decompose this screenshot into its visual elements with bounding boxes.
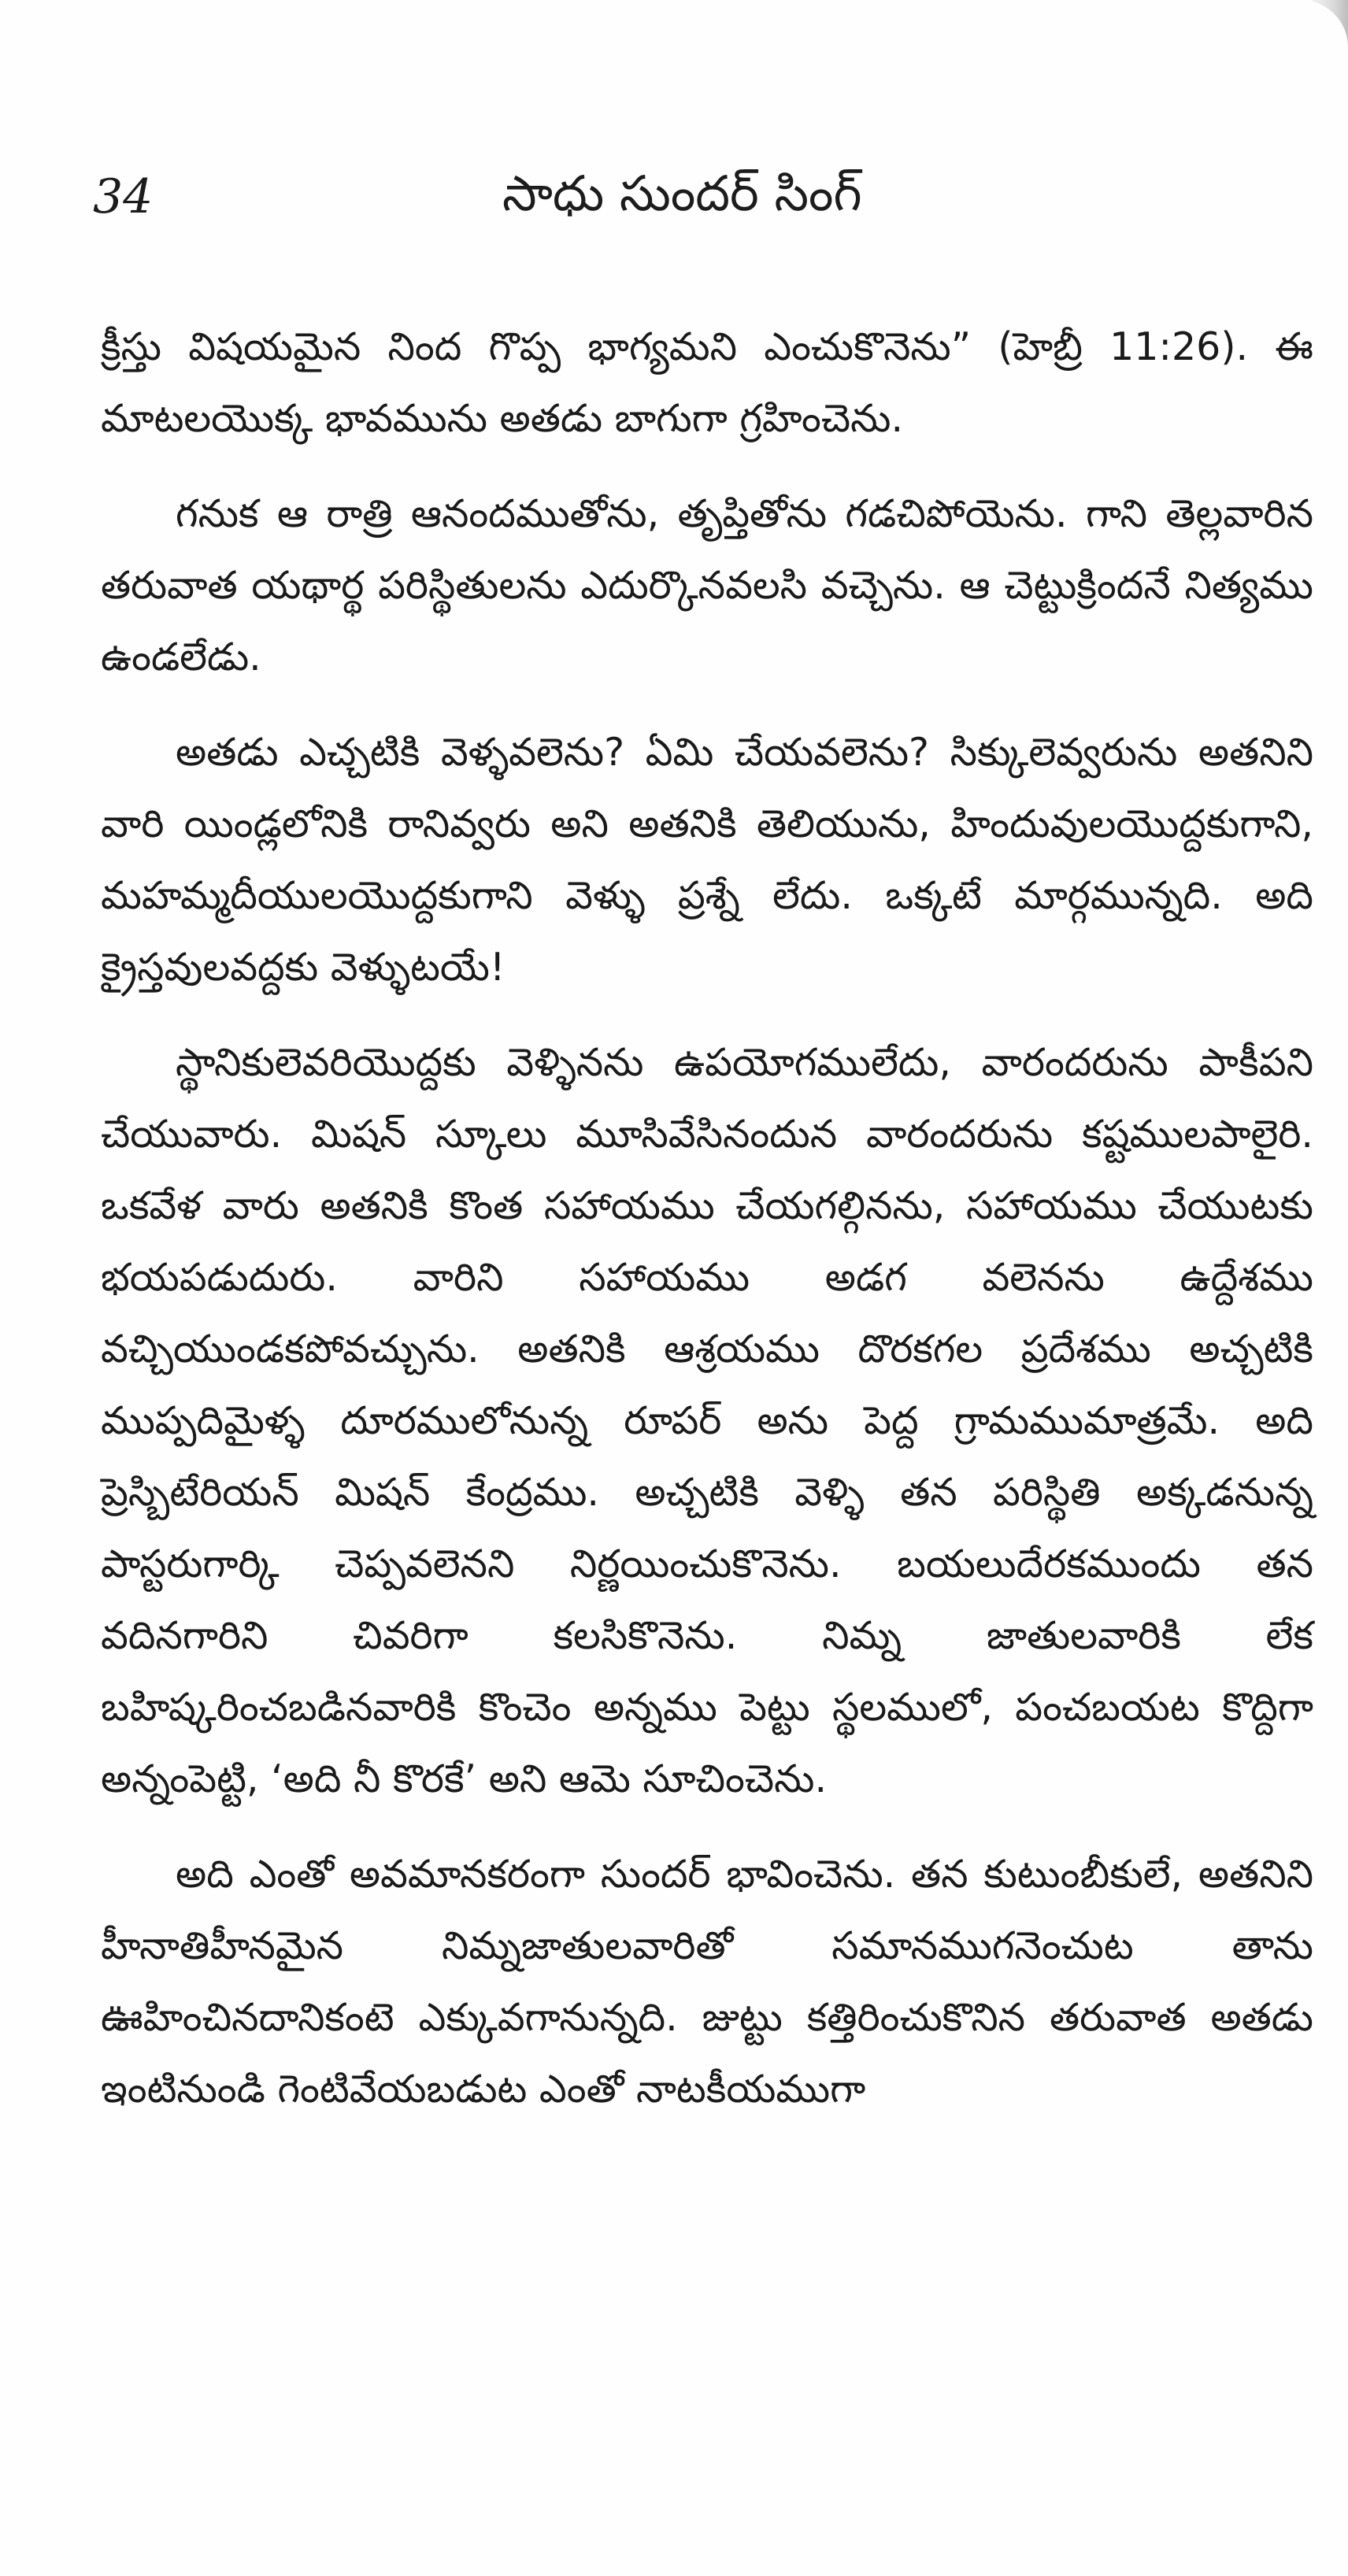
- page-number: 34: [93, 169, 154, 224]
- running-header: [93, 165, 1305, 240]
- paragraph: అతడు ఎచ్చటికి వెళ్ళవలెను? ఏమి చేయవలెను? సిక్కులెవ్వరును అతనిని వారి యిండ్లలోనికి రానివ్వరు అని అతనికి తెలియును, హిందువులయొద్దకుగాని, మహమ్మదీయులయొద్దకుగాని వెళ్ళు ప్రశ్నే లేదు. ఒక్కటే మార్గమున్నది. అది క్రైస్తవులవద్దకు వెళ్ళుటయే!: [101, 730, 1313, 990]
- paragraph: స్థానికులెవరియొద్దకు వెళ్ళినను ఉపయోగములేదు, వారందరును పాకీపని చేయువారు. మిషన్ స్కూలు మూసివేసినందున వారందరును కష్టములపాలైరి. ఒకవేళ వారు అతనికి కొంత సహాయము చేయగల్గినను, సహాయము చేయుటకు భయపడుదురు. వారిని సహాయము అడగ వలెనను ఉద్దేశము వచ్చియుండకపోవచ్చును. అతనికి ఆశ్రయము దొరకగల ప్రదేశము అచ్చటికి ముప్పదిమైళ్ళ దూరములోనున్న రూపర్ అను పెద్ద గ్రామముమాత్రమే. అది ప్రెస్బిటేరియన్ మిషన్ కేంద్రము. అచ్చటికి వెళ్ళి తన పరిస్థితి అక్కడనున్న పాస్టరుగార్కి చెప్పవలెనని నిర్ణయించుకొనెను. బయలుదేరకముందు తన వదినగారిని చివరిగా కలసికొనెను. నిమ్న జాతులవారికి లేక బహిష్కరించబడినవారికి కొంచెం అన్నము పెట్టు స్థలములో, పంచబయట కొద్దిగా అన్నంపెట్టి, ‘అది నీ కొరకే’ అని ఆమె సూచించెను.: [101, 1040, 1313, 1801]
- paragraph-continued: క్రీస్తు విషయమైన నింద గొప్ప భాగ్యమని ఎంచుకొనెను” (హెబ్రీ 11:26). ఈ మాటలయొక్క భావమును అతడు బాగుగా గ్రహించెను.: [101, 324, 1313, 441]
- running-title: సాధు సుందర్ సింగ్: [502, 165, 862, 222]
- paragraph: అది ఎంతో అవమానకరంగా సుందర్ భావించెను. తన కుటుంబీకులే, అతనిని హీనాతిహీనమైన నిమ్నజాతులవారితో సమానముగనెంచుట తాను ఊహించినదానికంటె ఎక్కువగానున్నది. జుట్టు కత్తిరించుకొనిన తరువాత అతడు ఇంటినుండి గెంటివేయబడుట ఎంతో నాటకీయముగా: [101, 1852, 1313, 2112]
- body-text: [101, 311, 1313, 2149]
- paragraph: గనుక ఆ రాత్రి ఆనందముతోను, తృప్తితోను గడచిపోయెను. గాని తెల్లవారిన తరువాత యథార్థ పరిస్థితులను ఎదుర్కొనవలసి వచ్చెను. ఆ చెట్టుక్రిందనే నిత్యము ఉండలేడు.: [101, 491, 1313, 679]
